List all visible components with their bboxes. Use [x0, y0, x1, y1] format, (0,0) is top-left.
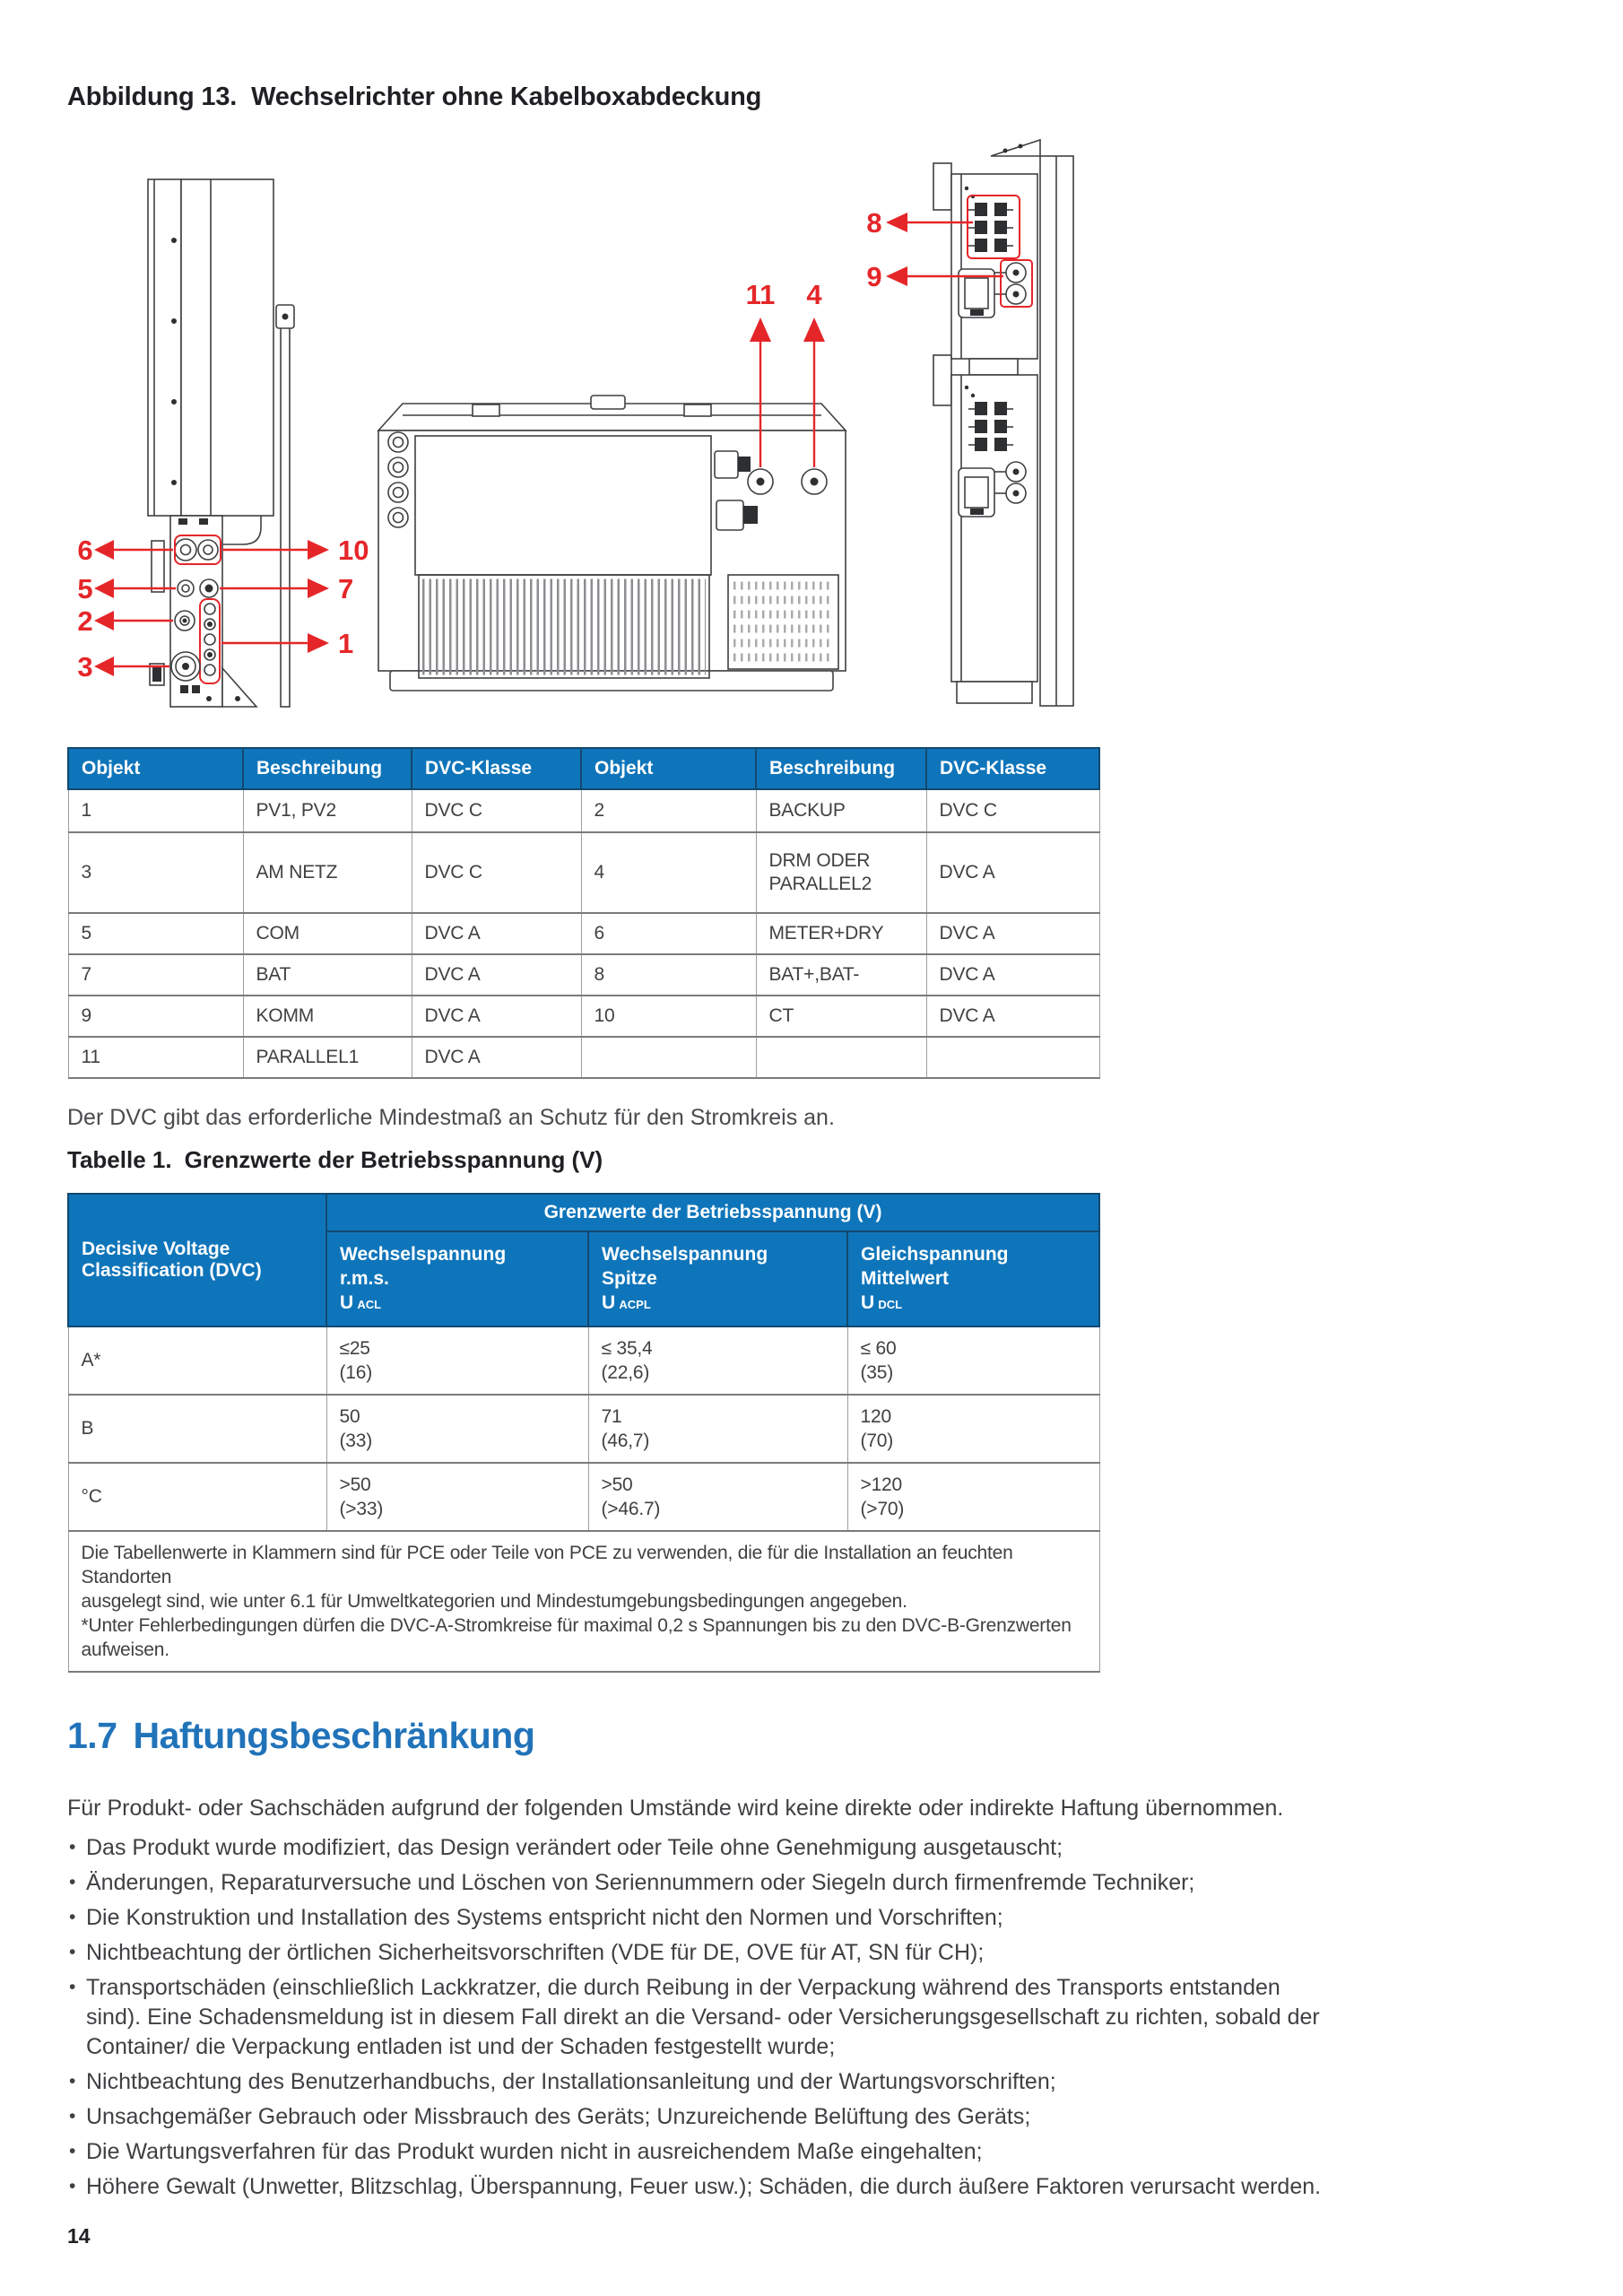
u-subscript: DCL — [878, 1297, 903, 1311]
cell: 2 — [581, 789, 756, 832]
list-item: • Die Konstruktion und Installation des Systems entspricht nicht den Normen und Vorschriften; — [67, 1903, 1327, 1933]
cell: ≤ 60 (35) — [847, 1326, 1099, 1395]
figure-title-text: Wechselrichter ohne Kabelboxabdeckung — [251, 83, 762, 111]
dvc-column-header — [68, 1194, 326, 1326]
cell — [581, 1037, 756, 1078]
section-number: 1.7 — [67, 1715, 117, 1756]
table-row — [68, 789, 1099, 832]
column-header: Objekt — [581, 748, 756, 789]
callout-7-label: 7 — [338, 573, 354, 604]
cell: DVC A — [926, 996, 1099, 1037]
page-number: 14 — [67, 2224, 91, 2248]
row-label: A* — [68, 1326, 326, 1395]
dvc-header-line1: Decisive Voltage — [82, 1239, 230, 1259]
cell: ≤25 (16) — [326, 1326, 588, 1395]
footnote-line: *Unter Fehlerbedingungen dürfen die DVC-A-Stromkreise für maximal 0,2 s Spannungen bis zu den DVC-B-Grenzwerten aufweisen. — [81, 1615, 1072, 1660]
callout-10 — [222, 535, 369, 566]
callout-1-label: 1 — [338, 628, 354, 659]
cell: PARALLEL1 — [243, 1037, 412, 1078]
cell: BAT+,BAT- — [756, 954, 926, 996]
inverter-side-view — [148, 179, 294, 707]
cell: >50 (>33) — [326, 1463, 588, 1531]
cell — [926, 1037, 1099, 1078]
column-header: Beschreibung — [756, 748, 926, 789]
table-row — [68, 832, 1099, 913]
cell: 8 — [581, 954, 756, 996]
callout-5-label: 5 — [77, 573, 93, 604]
column-header: DVC-Klasse — [412, 748, 581, 789]
callout-10-label: 10 — [338, 535, 369, 566]
cell: 120 (70) — [847, 1395, 1099, 1463]
table-row — [68, 954, 1099, 996]
footnote-line: ausgelegt sind, wie unter 6.1 für Umweltkategorien und Mindestumgebungsbedingungen angegeben. — [81, 1591, 907, 1612]
group-header: Grenzwerte der Betriebsspannung (V) — [326, 1194, 1099, 1231]
dvc-class-table-block — [67, 747, 1100, 1079]
cell: DVC A — [926, 954, 1099, 996]
cell: COM — [243, 913, 412, 954]
row-label: B — [68, 1395, 326, 1463]
cell: 5 — [68, 913, 243, 954]
column-header-uacpl — [588, 1231, 847, 1326]
list-item: • Transportschäden (einschließlich Lackkratzer, die durch Reibung in der Verpackung während des Transports entstanden sind). Eine Schadensmeldung ist in diesem Fall direkt an die Versand- oder Versicherungsgesellschaft zu richten, sobald der Container/ die Verpackung entladen ist und der Schaden festgestellt wurde; — [67, 1973, 1327, 2062]
cell: 9 — [68, 996, 243, 1037]
cell: 3 — [68, 832, 243, 913]
cell: DVC C — [412, 832, 581, 913]
cell: DVC A — [412, 996, 581, 1037]
cell: BACKUP — [756, 789, 926, 832]
table-row — [68, 1395, 1099, 1463]
battery-stack-view — [933, 140, 1073, 706]
table-row — [68, 1326, 1099, 1395]
cell: CT — [756, 996, 926, 1037]
u-subscript: ACPL — [619, 1297, 651, 1311]
callout-2 — [77, 605, 173, 637]
cell: 7 — [68, 954, 243, 996]
column-header: Objekt — [68, 748, 243, 789]
voltage-limits-table-block — [67, 1193, 1100, 1673]
callout-9-label: 9 — [866, 261, 882, 292]
cell: METER+DRY — [756, 913, 926, 954]
dvc-header-line2: Classification (DVC) — [82, 1260, 262, 1281]
cell: DVC A — [412, 913, 581, 954]
cell: DVC A — [412, 954, 581, 996]
table-row — [68, 996, 1099, 1037]
list-item: • Die Wartungsverfahren für das Produkt wurden nicht in ausreichendem Maße eingehalten; — [67, 2137, 1327, 2167]
cell: DVC C — [412, 789, 581, 832]
section-title: Haftungsbeschränkung — [133, 1715, 535, 1756]
section-heading — [67, 1715, 534, 1757]
cell: BAT — [243, 954, 412, 996]
column-header: DVC-Klasse — [926, 748, 1099, 789]
callout-2-label: 2 — [77, 605, 93, 637]
figure-title-label: Abbildung 13. — [67, 83, 238, 111]
u-symbol: U — [861, 1292, 875, 1313]
cell: 50 (33) — [326, 1395, 588, 1463]
column-header: Beschreibung — [243, 748, 412, 789]
liability-bullet-list — [67, 1833, 1327, 2207]
cell: >50 (>46.7) — [588, 1463, 847, 1531]
row-label: °C — [68, 1463, 326, 1531]
cell: ≤ 35,4 (22,6) — [588, 1326, 847, 1395]
callout-8-label: 8 — [866, 207, 882, 239]
dvc-note: Der DVC gibt das erforderliche Mindestmaß an Schutz für den Stromkreis an. — [67, 1105, 835, 1130]
table-caption — [67, 1146, 603, 1174]
table-header-row — [68, 1194, 1099, 1231]
header-line: Wechselspannung — [340, 1243, 507, 1265]
cell: 6 — [581, 913, 756, 954]
u-symbol: U — [340, 1292, 354, 1313]
u-symbol: U — [602, 1292, 616, 1313]
cell: PV1, PV2 — [243, 789, 412, 832]
table-footnote — [68, 1531, 1099, 1672]
cell: 71 (46,7) — [588, 1395, 847, 1463]
footnote-line: Die Tabellenwerte in Klammern sind für PCE oder Teile von PCE zu verwenden, die für die Installation an feuchten Standorten — [81, 1543, 1013, 1587]
cell: AM NETZ — [243, 832, 412, 913]
callout-6-label: 6 — [77, 535, 93, 566]
table-row — [68, 1037, 1099, 1078]
table-row — [68, 913, 1099, 954]
section-intro: Für Produkt- oder Sachschäden aufgrund der folgenden Umstände wird keine direkte oder indirekte Haftung übernommen. — [67, 1796, 1284, 1821]
u-subscript: ACL — [357, 1297, 382, 1311]
header-line: r.m.s. — [340, 1267, 389, 1289]
list-item: • Unsachgemäßer Gebrauch oder Missbrauch des Geräts; Unzureichende Belüftung des Geräts; — [67, 2102, 1327, 2132]
inverter-figure — [67, 133, 1121, 720]
header-line: Mittelwert — [861, 1267, 950, 1289]
column-header-uacl — [326, 1231, 588, 1326]
list-item: • Änderungen, Reparaturversuche und Löschen von Seriennummern oder Siegeln durch firmenfremde Techniker; — [67, 1868, 1327, 1898]
table-row — [68, 1463, 1099, 1531]
table-footnote-row — [68, 1531, 1099, 1672]
cell: DVC C — [926, 789, 1099, 832]
voltage-limits-table — [67, 1193, 1100, 1673]
callout-3-label: 3 — [77, 651, 93, 683]
list-item: • Das Produkt wurde modifiziert, das Design verändert oder Teile ohne Genehmigung ausgetauscht; — [67, 1833, 1327, 1863]
cell: 4 — [581, 832, 756, 913]
dvc-class-table — [67, 747, 1100, 1079]
callout-4-label: 4 — [806, 279, 822, 310]
cell: DRM ODER PARALLEL2 — [756, 832, 926, 913]
list-item: • Nichtbeachtung der örtlichen Sicherheitsvorschriften (VDE für DE, OVE für AT, SN für CH); — [67, 1938, 1327, 1968]
table-caption-text: Grenzwerte der Betriebsspannung (V) — [184, 1146, 603, 1173]
cell: DVC A — [926, 913, 1099, 954]
callout-11-label: 11 — [745, 279, 776, 310]
header-line: Spitze — [602, 1267, 657, 1289]
cell: >120 (>70) — [847, 1463, 1099, 1531]
cell: 10 — [581, 996, 756, 1037]
inverter-front-view — [378, 396, 846, 691]
table-header-row — [68, 748, 1099, 789]
list-item: • Höhere Gewalt (Unwetter, Blitzschlag, Überspannung, Feuer usw.); Schäden, die durch äußere Faktoren verursacht werden. — [67, 2172, 1327, 2202]
cell — [756, 1037, 926, 1078]
table-caption-label: Tabelle 1. — [67, 1146, 172, 1173]
cell: DVC A — [926, 832, 1099, 913]
cell: DVC A — [412, 1037, 581, 1078]
header-line: Gleichspannung — [861, 1243, 1009, 1265]
header-line: Wechselspannung — [602, 1243, 768, 1265]
cell: 1 — [68, 789, 243, 832]
cell: 11 — [68, 1037, 243, 1078]
column-header-udcl — [847, 1231, 1099, 1326]
figure-title — [67, 83, 761, 112]
list-item: • Nichtbeachtung des Benutzerhandbuchs, der Installationsanleitung und der Wartungsvorschriften; — [67, 2067, 1327, 2097]
cell: KOMM — [243, 996, 412, 1037]
